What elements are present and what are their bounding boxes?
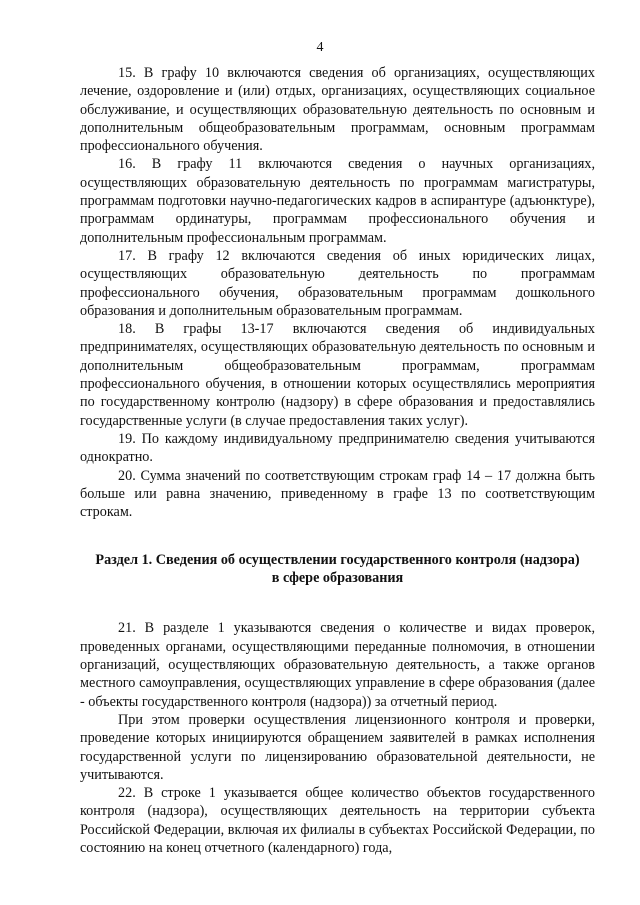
paragraph-20: 20. Сумма значений по соответствующим строкам граф 14 – 17 должна быть больше или равна значению, приведенному в графе 13 по соответствующим строкам. xyxy=(80,467,595,521)
section-heading-line-1: Раздел 1. Сведения об осуществлении государственного контроля (надзора) xyxy=(95,552,580,569)
section-heading xyxy=(80,551,595,587)
paragraph-17: 17. В графу 12 включаются сведения об иных юридических лицах, осуществляющих образовательную деятельность по программам профессионального обучения, образовательным программам дошкольного образования и дополнительным образовательным программам. xyxy=(80,247,595,319)
paragraph-15: 15. В графу 10 включаются сведения об организациях, осуществляющих лечение, оздоровление и (или) отдых, организациях, осуществляющих социальное обслуживание, и осуществляющих образовательную деятельность по основным и дополнительным общеобразовательным программам, основным программам профессионального обучения. xyxy=(80,65,595,155)
paragraph-19: 19. По каждому индивидуальному предпринимателю сведения учитываются однократно. xyxy=(80,430,595,466)
page-number: 4 xyxy=(316,40,324,55)
paragraph-18: 18. В графы 13-17 включаются сведения об индивидуальных предпринимателях, осуществляющих образовательную деятельность по основным и дополнительным общеобразовательным программам, программам профессионального обучения, в отношении которых осуществлялись мероприятия по государственному контролю (надзору) в сфере образования и предоставлялись государственные услуги (в случае предоставления таких услуг). xyxy=(80,321,595,429)
paragraph-16: 16. В графу 11 включаются сведения о научных организациях, осуществляющих образовательную деятельность по программам магистратуры, программам подготовки научно-педагогических кадров в аспирантуре (адъюнктуре), программам ординатуры, программам профессионального обучения и дополнительным профессиональным программам. xyxy=(80,156,595,246)
paragraph-21-note: При этом проверки осуществления лицензионного контроля и проверки, проведение которых инициируются обращением заявителей в рамках исполнения государственной услуги по лицензированию образовательной деятельности, не учитываются. xyxy=(80,711,595,783)
document-body xyxy=(80,64,595,857)
paragraph-22: 22. В строке 1 указывается общее количество объектов государственного контроля (надзора), осуществляющих деятельность на территории субъекта Российской Федерации, включая их филиалы в субъектах Российской Федерации, по состоянию на конец отчетного (календарного) года, xyxy=(80,785,595,856)
paragraph-21: 21. В разделе 1 указываются сведения о количестве и видах проверок, проведенных органами, осуществляющими переданные полномочия, в отношении организаций, осуществляющих образовательную деятельность, а также органов местного самоуправления, осуществляющих управление в сфере образования (далее - объекты государственного контроля (надзора)) за отчетный период. xyxy=(80,620,595,710)
section-heading-line-2: в сфере образования xyxy=(271,570,404,587)
